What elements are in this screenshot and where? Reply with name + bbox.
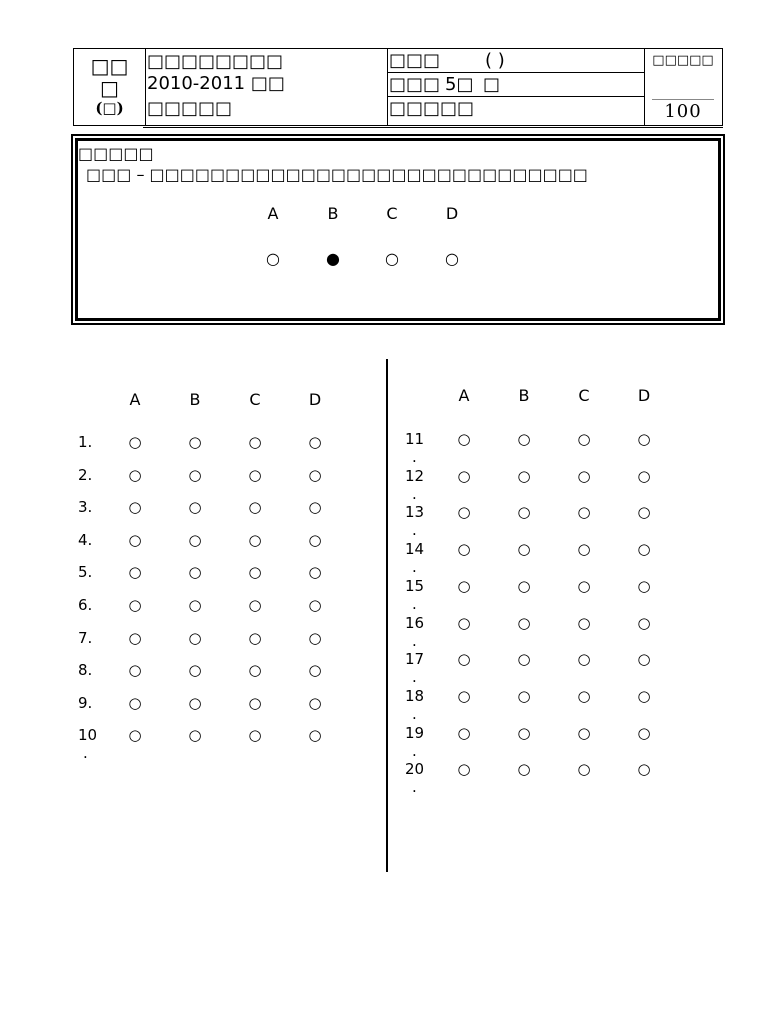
answer-bubble-d[interactable]: ○: [637, 576, 651, 595]
answer-bubble-b[interactable]: ○: [517, 430, 531, 448]
right-header-c: C: [578, 386, 590, 405]
answer-bubble-a[interactable]: ○: [128, 498, 142, 517]
question-number: [405, 723, 425, 760]
question-number-dot: .: [412, 631, 417, 650]
answer-bubble-d[interactable]: ○: [308, 726, 322, 745]
question-number: [405, 502, 425, 540]
answer-bubble-d[interactable]: ○: [308, 465, 322, 484]
question-number-dot: .: [412, 778, 417, 797]
answer-bubble-b[interactable]: ○: [188, 498, 202, 517]
answer-bubble-a[interactable]: ○: [457, 723, 471, 742]
left-header-d: D: [308, 390, 322, 409]
answer-bubble-c[interactable]: ○: [577, 760, 591, 779]
instructions-title: □□□□□: [78, 144, 154, 163]
score-total: 100: [664, 101, 702, 122]
subject-name: □□□□□: [147, 98, 233, 119]
answer-bubble-a[interactable]: ○: [457, 613, 471, 632]
question-label: 2.: [78, 465, 93, 484]
question-number: [405, 466, 425, 503]
header-table: [73, 48, 723, 126]
class-label: □□□: [389, 74, 441, 95]
name-paren: ( ): [485, 50, 505, 71]
answer-bubble-b[interactable]: ○: [517, 650, 531, 669]
answer-bubble-c[interactable]: ○: [577, 686, 591, 705]
answer-bubble-c[interactable]: ○: [248, 693, 262, 712]
answer-bubble-c[interactable]: ○: [248, 596, 262, 614]
student-fields: [387, 49, 645, 125]
question-number: [405, 576, 425, 613]
question-number: [78, 628, 92, 648]
left-header-c: C: [249, 390, 261, 409]
question-label: 18: [405, 686, 425, 705]
example-option-c: C: [386, 204, 398, 223]
answer-bubble-c[interactable]: ○: [248, 563, 262, 582]
class-row[interactable]: [387, 73, 644, 97]
answer-bubble-d[interactable]: ○: [308, 628, 322, 647]
instructions-box: [71, 134, 725, 325]
answer-bubble-c[interactable]: ○: [248, 628, 262, 647]
answer-bubble-d[interactable]: ○: [308, 530, 322, 549]
answer-bubble-a[interactable]: ○: [457, 430, 471, 448]
question-label: 1.: [78, 433, 93, 451]
answer-bubble-d[interactable]: ○: [308, 433, 322, 451]
example-bubble-a: ○: [266, 249, 280, 268]
name-label: □□□: [389, 50, 441, 71]
answer-bubble-a[interactable]: ○: [128, 693, 142, 712]
question-label: 16: [405, 613, 425, 632]
answer-bubble-a[interactable]: ○: [128, 726, 142, 745]
answer-bubble-a[interactable]: ○: [457, 686, 471, 705]
answer-bubble-b[interactable]: ○: [188, 726, 202, 745]
answer-bubble-c[interactable]: ○: [577, 540, 591, 559]
instructions-inner: [75, 138, 721, 321]
question-label: 10: [78, 726, 98, 745]
number-label: □□□□□: [389, 98, 475, 119]
question-number-dot: .: [412, 741, 417, 760]
answer-bubble-d[interactable]: ○: [637, 686, 651, 705]
right-header-d: D: [637, 386, 651, 405]
answer-bubble-b[interactable]: ○: [188, 563, 202, 582]
question-label: 20: [405, 760, 425, 779]
answer-bubble-c[interactable]: ○: [577, 466, 591, 485]
answer-bubble-b[interactable]: ○: [517, 686, 531, 705]
question-label: 4.: [78, 530, 93, 549]
question-number: [405, 649, 425, 687]
answer-bubble-c[interactable]: ○: [248, 661, 262, 680]
example-bubble-d: ○: [445, 249, 459, 268]
question-number-dot: .: [412, 704, 417, 723]
academic-year: 2010-2011 □□: [147, 73, 285, 94]
answer-bubble-b[interactable]: ○: [517, 540, 531, 559]
example-bubble-b-filled: ●: [326, 249, 340, 268]
answer-bubble-a[interactable]: ○: [457, 576, 471, 595]
question-label: 3.: [78, 498, 93, 517]
right-header-a: A: [458, 386, 470, 405]
answer-bubble-b[interactable]: ○: [517, 760, 531, 779]
answer-bubble-b[interactable]: ○: [188, 530, 202, 549]
answer-bubble-d[interactable]: ○: [637, 760, 651, 779]
answer-bubble-c[interactable]: ○: [248, 726, 262, 745]
school-name: □□□□□□□□: [147, 51, 284, 72]
example-bubble-c: ○: [385, 249, 399, 268]
answer-bubble-b[interactable]: ○: [188, 693, 202, 712]
question-number: [78, 497, 92, 517]
class-suffix: □: [483, 74, 501, 95]
name-row[interactable]: [387, 49, 644, 73]
answer-bubble-a[interactable]: ○: [457, 466, 471, 485]
logo-line-3: (□): [95, 99, 124, 117]
answer-bubble-a[interactable]: ○: [457, 540, 471, 559]
question-number: [405, 429, 425, 466]
answer-bubble-d[interactable]: ○: [308, 498, 322, 517]
question-label: 9.: [78, 693, 93, 712]
answer-bubble-a[interactable]: ○: [457, 760, 471, 779]
answer-bubble-d[interactable]: ○: [308, 596, 322, 614]
answer-bubble-a[interactable]: ○: [128, 563, 142, 582]
question-number-dot: .: [412, 484, 417, 503]
answer-bubble-b[interactable]: ○: [188, 628, 202, 647]
question-label: 12: [405, 466, 425, 485]
question-number: [78, 530, 92, 550]
school-logo: [74, 49, 146, 125]
question-label: 19: [405, 723, 425, 742]
question-number: [78, 693, 92, 713]
answer-bubble-d[interactable]: ○: [637, 466, 651, 485]
question-label: 5.: [78, 563, 93, 582]
logo-line-1: □□: [90, 54, 129, 78]
answer-bubble-d[interactable]: ○: [308, 563, 322, 582]
answer-bubble-a[interactable]: ○: [128, 433, 142, 451]
answer-bubble-c[interactable]: ○: [248, 433, 262, 451]
answer-bubble-d[interactable]: ○: [637, 430, 651, 448]
answer-bubble-a[interactable]: ○: [128, 596, 142, 614]
question-number: [78, 562, 92, 582]
answer-bubble-c[interactable]: ○: [577, 576, 591, 595]
question-number: [78, 595, 92, 615]
logo-line-2: □: [100, 76, 119, 100]
answer-bubble-b[interactable]: ○: [188, 465, 202, 484]
right-header-b: B: [518, 386, 530, 405]
question-number: [78, 660, 92, 680]
answer-bubble-b[interactable]: ○: [517, 466, 531, 485]
answer-bubble-b[interactable]: ○: [517, 613, 531, 632]
answer-bubble-d[interactable]: ○: [637, 613, 651, 632]
score-rule: [652, 99, 714, 100]
question-number: [78, 465, 92, 485]
answer-bubble-b[interactable]: ○: [188, 596, 202, 614]
question-number-dot: .: [83, 744, 88, 763]
question-number-dot: .: [412, 448, 417, 466]
answer-bubble-d[interactable]: ○: [308, 661, 322, 680]
answer-bubble-d[interactable]: ○: [637, 503, 651, 522]
question-label: 8.: [78, 661, 93, 680]
answer-bubble-c[interactable]: ○: [248, 530, 262, 549]
question-number: [405, 613, 425, 650]
answer-bubble-c[interactable]: ○: [577, 650, 591, 669]
score-label: □□□□□: [652, 53, 714, 68]
answer-bubble-c[interactable]: ○: [577, 503, 591, 522]
answer-bubble-a[interactable]: ○: [128, 530, 142, 549]
left-header-a: A: [129, 390, 141, 409]
left-header-b: B: [189, 390, 201, 409]
example-option-a: A: [267, 204, 279, 223]
answer-bubble-b[interactable]: ○: [517, 576, 531, 595]
example-option-b: B: [327, 204, 339, 223]
header-underline: [143, 127, 723, 128]
question-number-dot: .: [412, 594, 417, 613]
question-number: [405, 686, 425, 723]
answer-bubble-d[interactable]: ○: [308, 693, 322, 712]
answer-bubble-b[interactable]: ○: [188, 661, 202, 680]
answer-bubble-b[interactable]: ○: [517, 723, 531, 742]
question-label: 13: [405, 503, 425, 522]
answer-bubble-d[interactable]: ○: [637, 723, 651, 742]
answer-bubble-c[interactable]: ○: [577, 430, 591, 448]
question-number: [405, 759, 425, 797]
answer-bubble-a[interactable]: ○: [457, 650, 471, 669]
answer-bubble-b[interactable]: ○: [188, 433, 202, 451]
example-option-d: D: [445, 204, 459, 223]
answer-bubble-b[interactable]: ○: [517, 503, 531, 522]
answer-bubble-a[interactable]: ○: [128, 465, 142, 484]
question-number-dot: .: [412, 558, 417, 577]
number-row[interactable]: [387, 97, 644, 120]
question-label: 14: [405, 540, 425, 559]
answer-bubble-c[interactable]: ○: [248, 498, 262, 517]
question-number: [405, 539, 425, 577]
exam-info: [145, 49, 388, 125]
answer-bubble-c[interactable]: ○: [577, 723, 591, 742]
question-number: [78, 432, 92, 452]
answer-bubble-a[interactable]: ○: [128, 661, 142, 680]
answer-bubble-d[interactable]: ○: [637, 540, 651, 559]
answer-bubble-a[interactable]: ○: [128, 628, 142, 647]
question-number-dot: .: [412, 668, 417, 687]
instructions-text: □□□ – □□□□□□□□□□□□□□□□□□□□□□□□□□□□□: [86, 165, 588, 184]
answer-bubble-c[interactable]: ○: [248, 465, 262, 484]
question-label: 6.: [78, 596, 93, 614]
question-label: 7.: [78, 628, 93, 647]
class-grade: 5□: [445, 74, 474, 95]
score-box: [644, 49, 722, 125]
column-divider: [386, 359, 388, 872]
answer-bubble-d[interactable]: ○: [637, 650, 651, 669]
answer-bubble-a[interactable]: ○: [457, 503, 471, 522]
question-number-dot: .: [412, 521, 417, 540]
answer-bubble-c[interactable]: ○: [577, 613, 591, 632]
question-label: 11: [405, 430, 425, 448]
question-number: [78, 725, 98, 763]
question-label: 17: [405, 650, 425, 669]
question-label: 15: [405, 576, 425, 595]
